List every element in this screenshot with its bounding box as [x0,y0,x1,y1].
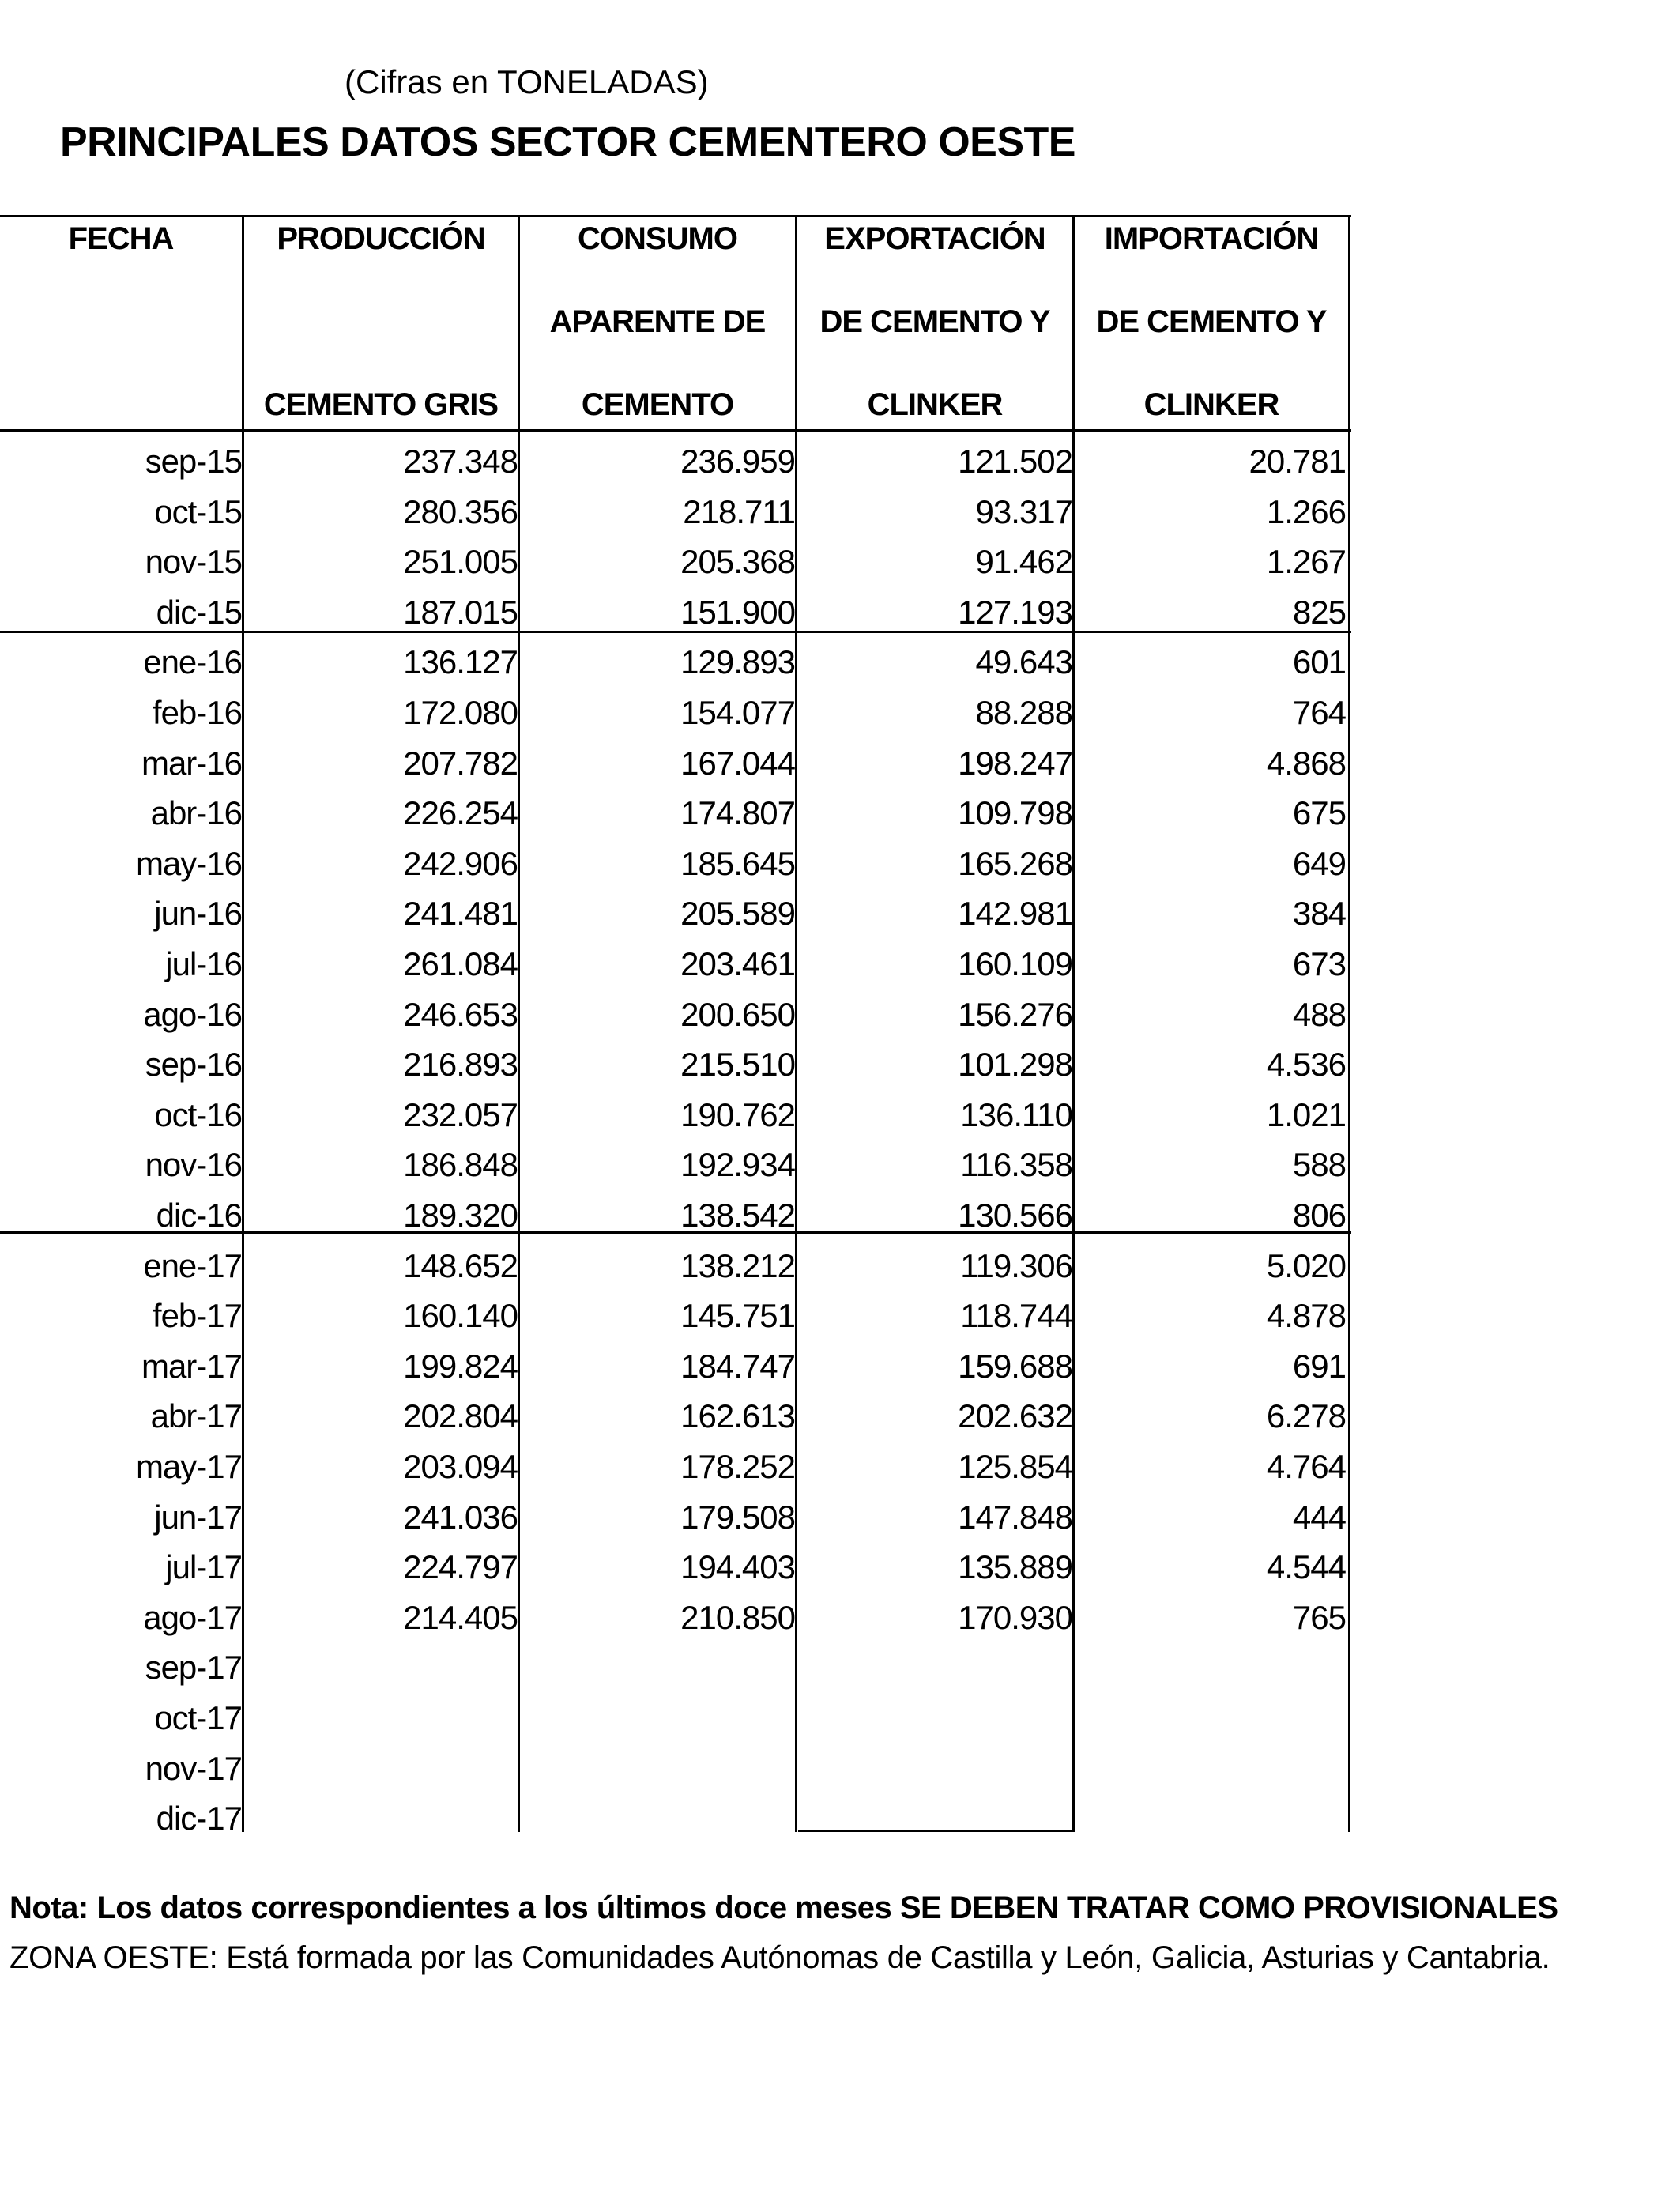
importacion-cell: 588 [1292,1146,1346,1184]
consumo-cell: 194.403 [680,1548,795,1586]
header-consumo-line3: CEMENTO [581,387,734,422]
table-row [0,788,1351,838]
table-row [0,688,1351,737]
date-cell: jul-16 [165,945,242,982]
consumo-cell: 178.252 [680,1448,795,1485]
consumo-cell: 174.807 [680,794,795,832]
importacion-cell: 488 [1292,995,1346,1033]
exportacion-cell: 127.193 [958,593,1072,631]
importacion-cell [1077,1642,1346,1692]
header-exportacion-line3: CLINKER [867,387,1003,422]
provisional-note: Nota: Los datos correspondientes a los últimos doce meses SE DEBEN TRATAR COMO PROVISIONALES [9,1891,1558,1925]
produccion-cell: 202.804 [403,1397,518,1435]
exportacion-cell: 142.981 [958,895,1072,933]
exportacion-cell: 198.247 [958,744,1072,782]
date-cell: mar-16 [141,744,242,782]
header-bottom-border [0,429,1351,432]
table-row [0,587,1351,637]
produccion-cell: 241.481 [403,895,518,933]
produccion-cell: 246.653 [403,995,518,1033]
importacion-cell [1077,1793,1346,1843]
table-row [0,1241,1351,1291]
produccion-cell: 189.320 [403,1197,518,1234]
consumo-cell: 154.077 [680,694,795,731]
importacion-cell: 5.020 [1266,1246,1346,1284]
header-produccion-line1: PRODUCCIÓN [277,221,485,256]
consumo-cell: 190.762 [680,1095,795,1133]
exportacion-cell: 202.632 [958,1397,1072,1435]
date-cell: nov-16 [145,1146,242,1184]
produccion-cell: 237.348 [403,443,518,480]
produccion-cell: 226.254 [403,794,518,832]
date-cell: abr-17 [150,1397,242,1435]
table-row [0,1190,1351,1240]
produccion-cell: 214.405 [403,1598,518,1636]
importacion-cell: 20.781 [1249,443,1346,480]
table-row [0,939,1351,989]
importacion-cell: 4.544 [1266,1548,1346,1586]
header-fecha: FECHA [68,221,174,256]
table-top-border [0,215,1351,217]
exportacion-cell: 147.848 [958,1498,1072,1536]
consumo-cell: 167.044 [680,744,795,782]
importacion-cell: 1.266 [1266,492,1346,530]
table-row [0,1341,1351,1391]
consumo-cell: 145.751 [680,1297,795,1335]
table-row [0,487,1351,537]
exportacion-cell: 125.854 [958,1448,1072,1485]
table-row [0,1090,1351,1140]
consumo-cell: 192.934 [680,1146,795,1184]
table-row [0,637,1351,687]
date-cell: sep-15 [145,443,242,480]
produccion-cell: 251.005 [403,543,518,581]
exportacion-cell: 121.502 [958,443,1072,480]
header-exportacion-line2: DE CEMENTO Y [819,304,1050,339]
exportacion-cell: 170.930 [958,1598,1072,1636]
date-cell: jul-17 [165,1548,242,1586]
consumo-cell: 179.508 [680,1498,795,1536]
exportacion-cell: 156.276 [958,995,1072,1033]
importacion-cell: 1.267 [1266,543,1346,581]
date-cell: dic-15 [156,593,242,631]
consumo-cell: 184.747 [680,1347,795,1385]
consumo-cell: 200.650 [680,995,795,1033]
importacion-cell: 806 [1292,1197,1346,1234]
importacion-cell: 4.868 [1266,744,1346,782]
date-cell: ago-16 [143,995,242,1033]
header-importacion-line3: CLINKER [1143,387,1279,422]
table-row [0,990,1351,1039]
importacion-cell [1077,1744,1346,1793]
exportacion-cell: 109.798 [958,794,1072,832]
produccion-cell: 136.127 [403,643,518,681]
header-importacion-line1: IMPORTACIÓN [1104,221,1319,256]
consumo-cell: 129.893 [680,643,795,681]
table-row [0,1442,1351,1491]
table-row [0,1391,1351,1441]
importacion-cell: 765 [1292,1598,1346,1636]
importacion-cell: 691 [1292,1347,1346,1385]
consumo-cell: 205.589 [680,895,795,933]
importacion-cell: 4.764 [1266,1448,1346,1485]
produccion-cell [247,1744,518,1793]
produccion-cell: 232.057 [403,1095,518,1133]
importacion-cell: 384 [1292,895,1346,933]
date-cell: sep-17 [145,1649,242,1687]
zone-note: ZONA OESTE: Está formada por las Comunidades Autónomas de Castilla y León, Galicia, Asturias y Cantabria. [9,1940,1550,1975]
produccion-cell: 187.015 [403,593,518,631]
produccion-cell: 203.094 [403,1448,518,1485]
exportacion-cell [800,1793,1072,1843]
exportacion-cell [800,1642,1072,1692]
exportacion-cell: 91.462 [975,543,1072,581]
date-cell: ago-17 [143,1598,242,1636]
produccion-cell: 172.080 [403,694,518,731]
produccion-cell: 207.782 [403,744,518,782]
table-row [0,436,1351,486]
page-title: PRINCIPALES DATOS SECTOR CEMENTERO OESTE [60,119,1075,165]
date-cell: abr-16 [150,794,242,832]
consumo-cell [523,1744,795,1793]
exportacion-cell: 49.643 [975,643,1072,681]
header-produccion-line2: CEMENTO GRIS [263,387,499,422]
produccion-cell [247,1642,518,1692]
header-consumo-line2: APARENTE DE [549,304,766,339]
exportacion-cell [800,1744,1072,1793]
header-consumo-line1: CONSUMO [578,221,737,256]
exportacion-cell: 135.889 [958,1548,1072,1586]
importacion-cell: 764 [1292,694,1346,731]
exportacion-cell [800,1693,1072,1743]
date-cell: ene-17 [143,1246,242,1284]
consumo-cell [523,1642,795,1692]
consumo-cell: 162.613 [680,1397,795,1435]
importacion-cell [1077,1693,1346,1743]
date-cell: mar-17 [141,1347,242,1385]
produccion-cell: 241.036 [403,1498,518,1536]
table-row [0,1542,1351,1592]
consumo-cell: 138.212 [680,1246,795,1284]
consumo-cell: 151.900 [680,593,795,631]
importacion-cell: 444 [1292,1498,1346,1536]
exportacion-cell: 130.566 [958,1197,1072,1234]
consumo-cell: 205.368 [680,543,795,581]
importacion-cell: 6.278 [1266,1397,1346,1435]
table-row [0,1642,1351,1692]
header-importacion-line2: DE CEMENTO Y [1096,304,1327,339]
consumo-cell: 138.542 [680,1197,795,1234]
exportacion-cell: 88.288 [975,694,1072,731]
date-cell: jun-16 [154,895,242,933]
date-cell: dic-16 [156,1197,242,1234]
consumo-cell: 185.645 [680,844,795,882]
importacion-cell: 825 [1292,593,1346,631]
consumo-cell [523,1793,795,1843]
exportacion-cell: 159.688 [958,1347,1072,1385]
exportacion-cell: 118.744 [960,1297,1072,1335]
importacion-cell: 4.536 [1266,1046,1346,1084]
produccion-cell: 199.824 [403,1347,518,1385]
exportacion-cell: 160.109 [958,945,1072,982]
produccion-cell: 224.797 [403,1548,518,1586]
consumo-cell: 210.850 [680,1598,795,1636]
exportacion-cell: 101.298 [958,1046,1072,1084]
importacion-cell: 649 [1292,844,1346,882]
importacion-cell: 601 [1292,643,1346,681]
exportacion-cell: 93.317 [975,492,1072,530]
date-cell: oct-15 [154,492,242,530]
date-cell: feb-16 [152,694,242,731]
date-cell: feb-17 [152,1297,242,1335]
produccion-cell: 148.652 [403,1246,518,1284]
produccion-cell: 280.356 [403,492,518,530]
date-cell: oct-16 [154,1095,242,1133]
exportacion-cell: 136.110 [960,1095,1072,1133]
produccion-cell: 242.906 [403,844,518,882]
produccion-cell [247,1793,518,1843]
date-cell: may-17 [135,1448,242,1485]
table-row [0,1140,1351,1189]
importacion-cell: 675 [1292,794,1346,832]
importacion-cell: 673 [1292,945,1346,982]
date-cell: may-16 [135,844,242,882]
data-table [0,215,1351,1838]
table-row [0,1744,1351,1793]
table-row [0,1039,1351,1089]
consumo-cell: 236.959 [680,443,795,480]
table-row [0,537,1351,586]
table-row [0,738,1351,788]
date-cell: jun-17 [154,1498,242,1536]
importacion-cell: 1.021 [1266,1095,1346,1133]
produccion-cell [247,1693,518,1743]
date-cell: nov-15 [145,543,242,581]
table-row [0,1593,1351,1642]
header-exportacion-line1: EXPORTACIÓN [824,221,1045,256]
date-cell: ene-16 [143,643,242,681]
consumo-cell: 203.461 [680,945,795,982]
table-row [0,1291,1351,1340]
date-cell: nov-17 [145,1749,242,1787]
exportacion-cell: 116.358 [960,1146,1072,1184]
table-row [0,839,1351,888]
produccion-cell: 261.084 [403,945,518,982]
consumo-cell: 215.510 [680,1046,795,1084]
table-row [0,888,1351,938]
importacion-cell: 4.878 [1266,1297,1346,1335]
exportacion-cell: 165.268 [958,844,1072,882]
table-row [0,1693,1351,1743]
consumo-cell [523,1693,795,1743]
date-cell: oct-17 [154,1699,242,1736]
exportacion-cell: 119.306 [960,1246,1072,1284]
produccion-cell: 216.893 [403,1046,518,1084]
table-row [0,1793,1351,1843]
produccion-cell: 160.140 [403,1297,518,1335]
table-row [0,1492,1351,1542]
date-cell: sep-16 [145,1046,242,1084]
produccion-cell: 186.848 [403,1146,518,1184]
consumo-cell: 218.711 [683,492,795,530]
date-cell: dic-17 [156,1800,242,1838]
units-subtitle: (Cifras en TONELADAS) [345,63,709,100]
